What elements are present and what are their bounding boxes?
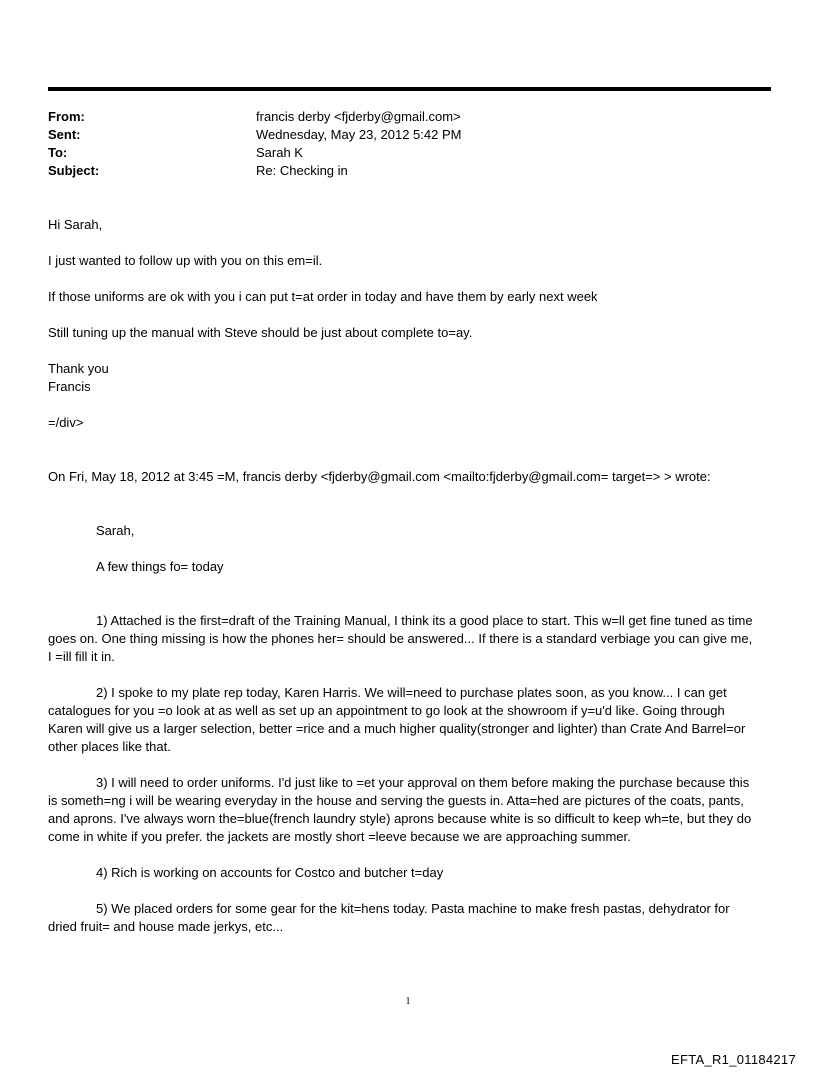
subject-label: Subject: bbox=[48, 163, 100, 178]
quoted-item-4: 4) Rich is working on accounts for Costco and butcher t=day bbox=[96, 865, 444, 880]
reply-line-1: I just wanted to follow up with you on this em=il. bbox=[48, 253, 323, 268]
email-body bbox=[48, 216, 758, 936]
subject-row bbox=[48, 162, 768, 180]
quoted-greeting: Sarah, bbox=[96, 523, 135, 538]
reply-line-3: Still tuning up the manual with Steve should be just about complete to=ay. bbox=[48, 325, 473, 340]
div-close-artifact: =/div> bbox=[48, 415, 84, 430]
quoted-item-2: 2) I spoke to my plate rep today, Karen Harris. We will=need to purchase plates soon, as you know... I can get catalogues for you =o look at as well as set up an appointment to go look at the showroom if y=u'd like. Going through Karen will give us a larger selection, better =rice and a much higher quality(stronger and lighter) than Crate And Barrel=or other places like that. bbox=[48, 685, 746, 754]
quoted-item-1: 1) Attached is the first=draft of the Training Manual, I think its a good place to start. This w=ll get fine tuned as time goes on. One thing missing is how the phones her= should be answered... If there is a standard verbiage you can give me, I =ill fill it in. bbox=[48, 613, 753, 664]
quoted-lead: A few things fo= today bbox=[96, 559, 224, 574]
document-id: EFTA_R1_01184217 bbox=[670, 1052, 796, 1067]
reply-thanks: Thank you bbox=[48, 361, 109, 376]
sent-value: Wednesday, May 23, 2012 5:42 PM bbox=[256, 127, 462, 142]
quoted-item-3: 3) I will need to order uniforms. I'd just like to =et your approval on them before making the purchase because this is someth=ng i will be wearing everyday in the house and serving the guests in. Atta=hed are pictures of the coats, pants, and aprons. I've always worn the=blue(french laundry style) aprons because white is so difficult to keep wh=te, but they do come in white if you prefer. the jackets are mostly short =leeve because we are approaching summer. bbox=[48, 775, 752, 844]
quoted-intro: On Fri, May 18, 2012 at 3:45 =M, francis derby <fjderby@gmail.com <mailto:fjderby@gmail.com= target=> > wrote: bbox=[48, 469, 711, 484]
from-value: francis derby <fjderby@gmail.com> bbox=[256, 109, 461, 124]
subject-value: Re: Checking in bbox=[256, 163, 348, 178]
quoted-item-5: 5) We placed orders for some gear for the kit=hens today. Pasta machine to make fresh pastas, dehydrator for dried fruit= and house made jerkys, etc... bbox=[48, 901, 730, 934]
email-header bbox=[48, 108, 768, 180]
sent-label: Sent: bbox=[48, 127, 81, 142]
reply-line-2: If those uniforms are ok with you i can put t=at order in today and have them by early next week bbox=[48, 289, 598, 304]
from-row bbox=[48, 108, 768, 126]
from-label: From: bbox=[48, 109, 85, 124]
to-value: Sarah K bbox=[256, 145, 303, 160]
reply-signature: Francis bbox=[48, 379, 91, 394]
to-row bbox=[48, 144, 768, 162]
sent-row bbox=[48, 126, 768, 144]
to-label: To: bbox=[48, 145, 68, 160]
header-divider bbox=[48, 87, 771, 91]
page-number: 1 bbox=[405, 996, 411, 1007]
reply-greeting: Hi Sarah, bbox=[48, 217, 103, 232]
